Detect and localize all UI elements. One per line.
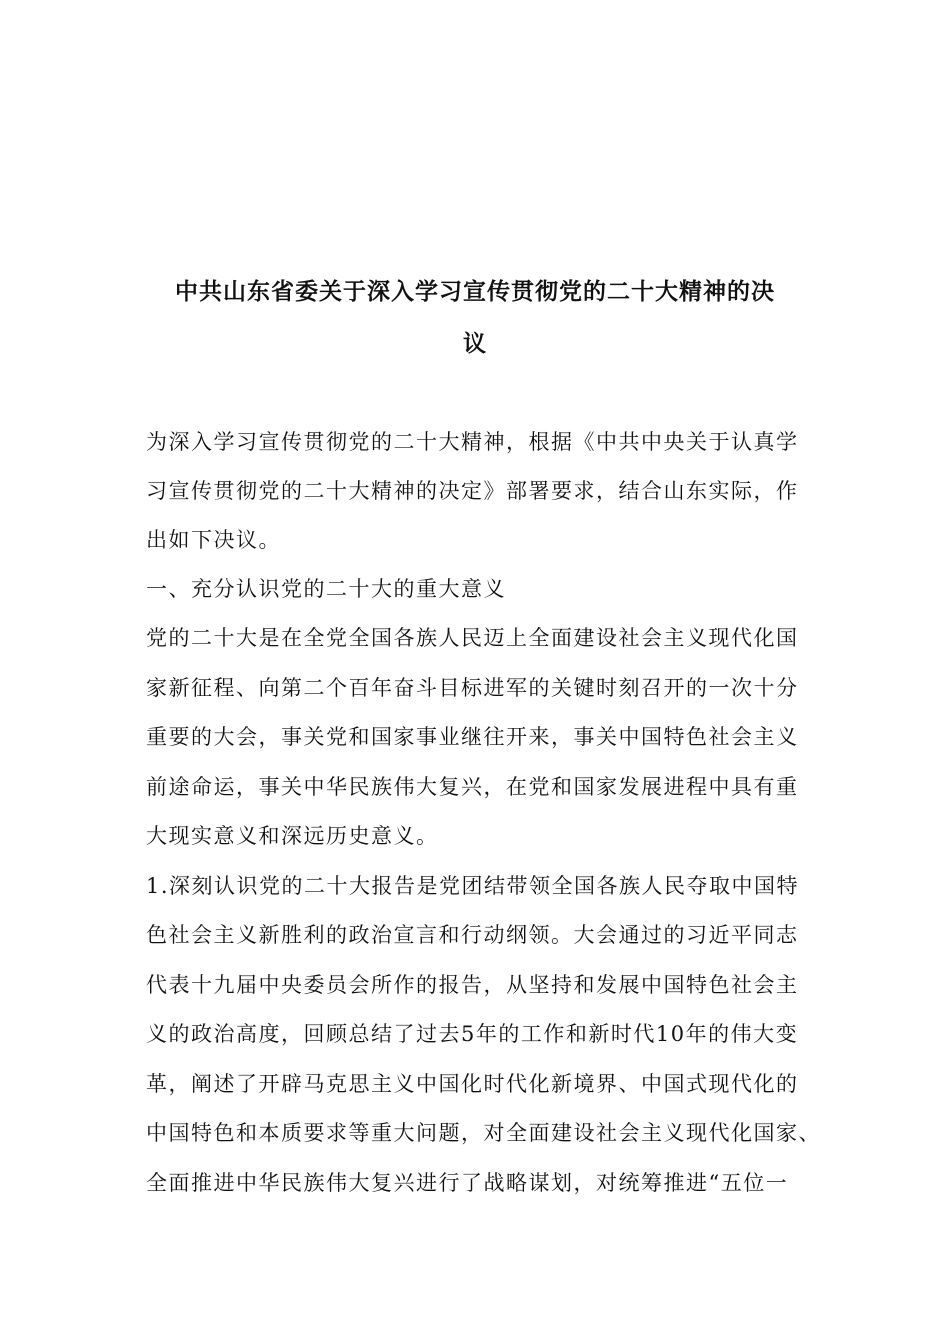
paragraph-intro-line-3: 出如下决议。 (146, 528, 281, 552)
section-heading-1: 一、充分认识党的二十大的重大意义 (146, 577, 506, 601)
paragraph-item-1-line-3: 代表十九届中央委员会所作的报告，从坚持和发展中国特色社会主 (146, 973, 799, 997)
paragraph-significance-line-4: 前途命运，事关中华民族伟大复兴，在党和国家发展进程中具有重 (146, 775, 799, 799)
paragraph-intro-line-2: 习宣传贯彻党的二十大精神的决定》部署要求，结合山东实际，作 (146, 479, 799, 503)
paragraph-item-1-line-7: 全面推进中华民族伟大复兴进行了战略谋划，对统筹推进“五位一 (146, 1171, 789, 1195)
paragraph-item-1-line-6: 中国特色和本质要求等重大问题，对全面建设社会主义现代化国家、 (146, 1121, 821, 1145)
paragraph-item-1-line-5: 革，阐述了开辟马克思主义中国化时代化新境界、中国式现代化的 (146, 1072, 799, 1096)
paragraph-significance-line-1: 党的二十大是在全党全国各族人民迈上全面建设社会主义现代化国 (146, 626, 799, 650)
document-title-line-2: 议 (463, 330, 487, 357)
paragraph-item-1-line-1: 1.深刻认识党的二十大报告是党团结带领全国各族人民夺取中国特 (146, 874, 800, 898)
paragraph-significance-line-2: 家新征程、向第二个百年奋斗目标进军的关键时刻召开的一次十分 (146, 676, 799, 700)
paragraph-significance-line-3: 重要的大会，事关党和国家事业继往开来，事关中国特色社会主义 (146, 725, 799, 749)
paragraph-item-1-line-4: 义的政治高度，回顾总结了过去5年的工作和新时代10年的伟大变 (146, 1022, 799, 1046)
paragraph-intro-line-1: 为深入学习宣传贯彻党的二十大精神，根据《中共中央关于认真学 (146, 430, 799, 454)
document-title-line-1: 中共山东省委关于深入学习宣传贯彻党的二十大精神的决 (175, 278, 775, 305)
paragraph-item-1-line-2: 色社会主义新胜利的政治宣言和行动纲领。大会通过的习近平同志 (146, 923, 799, 947)
paragraph-significance-line-5: 大现实意义和深远历史意义。 (146, 824, 439, 848)
